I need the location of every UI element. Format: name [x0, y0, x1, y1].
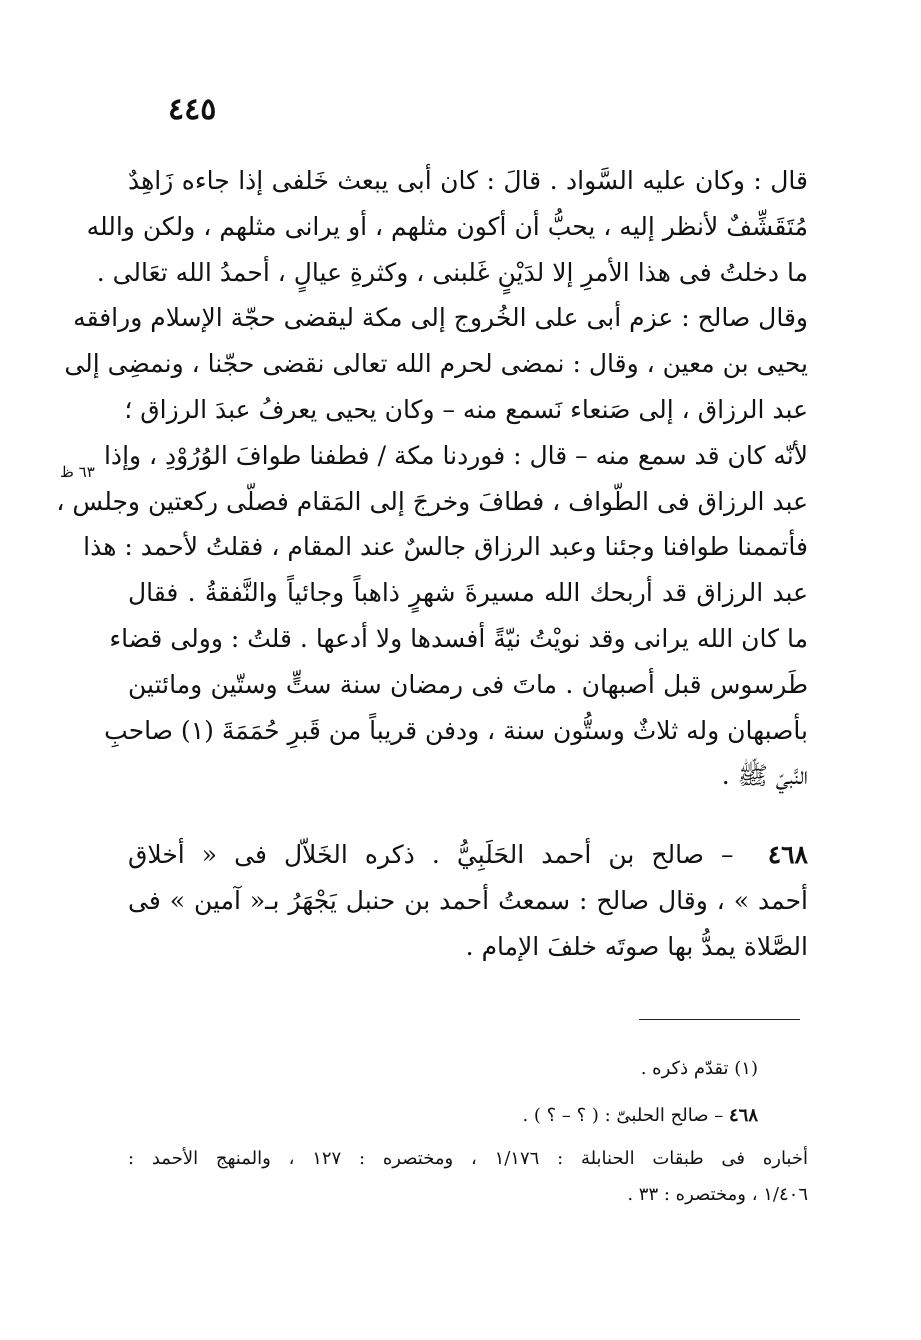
- text-line: بأصبهان وله ثلاثٌ وستُّون سنة ، ودفن قريباً من قَبرِ حُمَمَةَ (١) صاحبِ: [104, 715, 808, 745]
- text-line: النَّبيّ ﷺ .: [721, 761, 808, 791]
- text-line: الصَّلاة يمدُّ بها صوتَه خلفَ الإمام .: [465, 931, 808, 961]
- footnote-sources-line-2: ١/٤٠٦ ، ومختصره : ٣٣ .: [627, 1184, 808, 1205]
- text-line: قال : وكان عليه السَّواد . قالَ : كان أبى يبعث خَلفى إذا جاءه زَاهِدٌ: [128, 166, 808, 195]
- footnotes: [128, 1055, 808, 1209]
- text-line: لأنّه كان قد سمع منه – قال : فوردنا مكة / فطفنا طوافَ الوُرُوْدِ ، وإذا: [103, 440, 808, 470]
- text-line: ما كان الله يرانى وقد نويْتُ نيّةً أفسدها ولا أدعها . قلتُ : وولى قضاء: [109, 623, 808, 653]
- footnote-sources-line-1: أخباره فى طبقات الحنابلة : ١/١٧٦ ، ومختصره : ١٢٧ ، والمنهج الأحمد :: [128, 1148, 808, 1169]
- footnote-entry-468: [128, 1102, 808, 1130]
- text-line: وقال صالح : عزم أبى على الخُروج إلى مكة ليقضى حجّة الإسلام ورافقه: [73, 303, 808, 333]
- footnote-1: (١) تقدّم ذكره .: [640, 1058, 758, 1079]
- text-line: طَرسوس قبل أصبهان . ماتَ فى رمضان سنة ستٍّ وستّين ومائتين: [128, 669, 808, 699]
- manuscript-folio-note: ٦٣ ظ: [60, 463, 95, 481]
- page-number: ٤٤٥: [168, 92, 217, 127]
- footnote-entry-number: ٤٦٨: [728, 1105, 758, 1126]
- text-line: ما دخلتُ فى هذا الأمرِ إلا لدَيْنٍ غَلبنى ، وكثرةِ عيالٍ ، أحمدُ الله تعَالى .: [96, 257, 808, 287]
- text-line: عبد الرزاق ، إلى صَنعاء نَسمع منه – وكان يحيى يعرفُ عبدَ الرزاق ؛: [124, 394, 808, 424]
- text-line: مُتَقَشِّفٌ لأنظر إليه ، يحبُّ أن أكون مثلهم ، أو يرانى مثلهم ، ولكن والله: [86, 211, 808, 241]
- footnote-entry-text: – صالح الحلبىّ : ( ؟ – ؟ ) .: [522, 1105, 724, 1126]
- text-line: عبد الرزاق فى الطّواف ، فطافَ وخرجَ إلى المَقام فصلّى ركعتين وجلس ،: [56, 486, 808, 516]
- paragraph-1: [86, 158, 808, 295]
- text-line: عبد الرزاق قد أربحك الله مسيرةَ شهرٍ ذاهباً وجائياً والنَّفقةُ . فقال: [128, 578, 808, 608]
- entry-heading-text: – صالح بن أحمد الحَلَبِيُّ . ذكره الخَلاّل فى « أخلاق: [128, 840, 734, 870]
- text-line: [128, 832, 808, 878]
- footnote-divider: [639, 1019, 800, 1020]
- entry-number: ٤٦٨: [767, 840, 808, 870]
- text-line: أحمد » ، وقال صالح : سمعتُ أحمد بن حنبل يَجْهَرُ بـ« آمين » فى: [128, 885, 808, 915]
- paragraph-gap: [128, 799, 808, 832]
- entry-468: [128, 832, 808, 969]
- text-line: يحيى بن معين ، وقال : نمضى لحرم الله تعالى نقضى حجّنا ، ونمضِى إلى: [64, 349, 808, 379]
- text-line: فأتممنا طوافنا وجئنا وعبد الرزاق جالسٌ عند المقام ، فقلتُ لأحمد : هذا: [83, 532, 808, 562]
